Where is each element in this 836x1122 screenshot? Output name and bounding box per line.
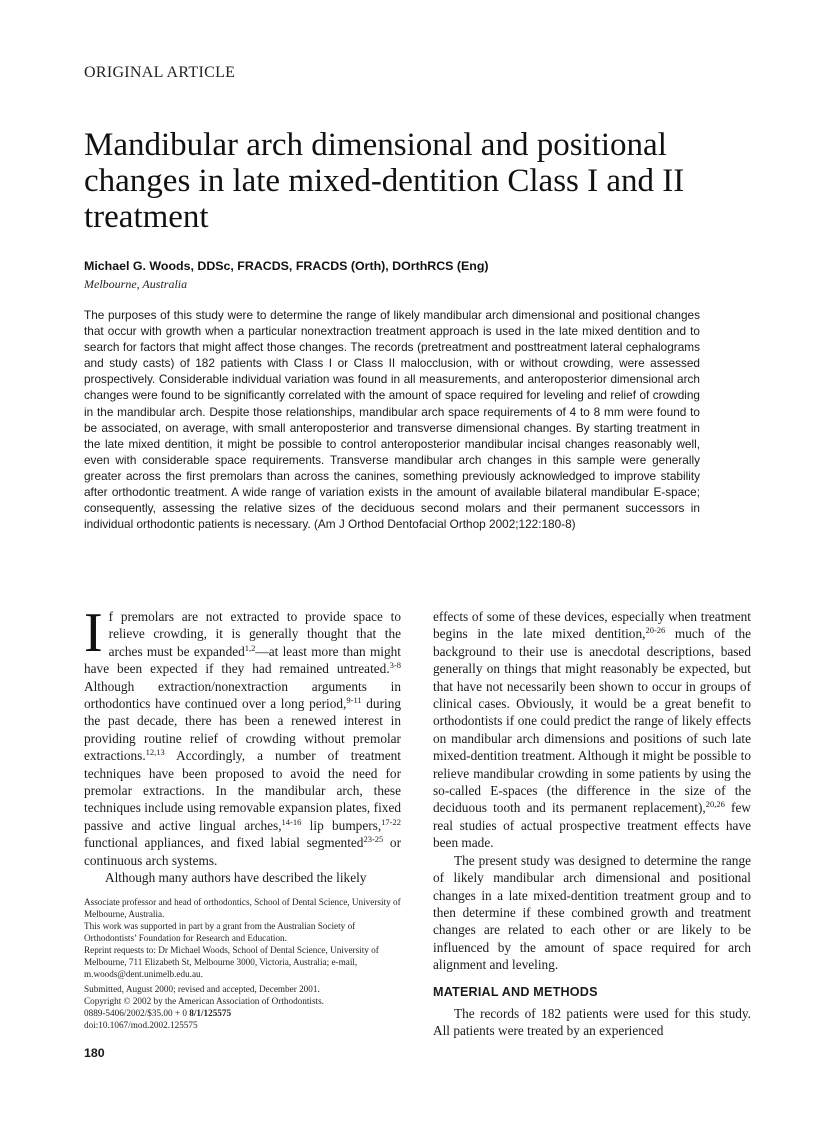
citation: 1,2 bbox=[244, 642, 256, 653]
footnote-submitted: Submitted, August 2000; revised and accepted, December 2001. bbox=[84, 984, 320, 994]
footnote-reprints: Reprint requests to: Dr Michael Woods, School of Dental Science, University of Melbourne, 711 Elizabeth St, Melbourne 3000, Victoria, Australia; e-mail, m.woods@dent.unimelb.edu.au. bbox=[84, 945, 379, 979]
section-label: ORIGINAL ARTICLE bbox=[84, 64, 236, 81]
citation: 14-16 bbox=[281, 816, 302, 827]
body-paragraph: The present study was designed to determine the range of likely mandibular arch dimensional and positional changes in a late mixed-dentition treatment group and to then determine if these combined growth and treatment changes are related to each other or are likely to be influenced by the amount of space required for arch alignment and leveling. bbox=[433, 852, 751, 973]
footnote-support: This work was supported in part by a grant from the Australian Society of Orthodontists’ Foundation for Research and Education. bbox=[84, 921, 356, 943]
section-heading: MATERIAL AND METHODS bbox=[433, 984, 598, 999]
page-number: 180 bbox=[84, 1046, 105, 1060]
title-line: Mandibular arch dimensional and positional bbox=[84, 127, 667, 163]
article-title bbox=[84, 127, 774, 235]
abstract: The purposes of this study were to determine the range of likely mandibular arch dimensional and positional changes that occur with growth when a particular nonextraction treatment approach is used in the late mixed dentition and to search for factors that might affect those changes. The records (pretreatment and posttreatment lateral cephalograms and study casts) of 182 patients with Class I or Class II malocclusion, with or without crowding, were assessed prospectively. Considerable individual variation was found in all measurements, and anteroposterior dimensional arch changes were found to be significantly correlated with the amount of space required for leveling and relief of crowding in the mandibular arch. Despite those relationships, mandibular arch space requirements of 4 to 8 mm were found to be associated, on average, with small anteroposterior and transverse dimensional changes. By starting treatment in the late mixed dentition, it might be possible to control anteroposterior mandibular incisal changes reasonably well, even with considerable space requirements. Transverse mandibular arch changes in this sample were generally greater across the first premolars than across the canines, something previously acknowledged to improve stability after orthodontic treatment. A wide range of variation exists in the amount of available bilateral mandibular E-space; consequently, assessing the relative sizes of the deciduous second molars and their permanent successors in individual orthodontic patients is necessary. (Am J Orthod Dentofacial Orthop 2002;122:180-8) bbox=[84, 308, 700, 532]
citation: 3-8 bbox=[389, 660, 401, 671]
footnote-issn: 0889-5406/2002/$35.00 + 0 8/1/125575 bbox=[84, 1008, 232, 1018]
citation: 20,26 bbox=[705, 799, 725, 810]
footnote-copyright: Copyright © 2002 by the American Association of Orthodontists. bbox=[84, 996, 324, 1006]
body-paragraph: The records of 182 patients were used for this study. All patients were treated by an experienced bbox=[433, 1005, 751, 1039]
body-paragraph: Although many authors have described the likely bbox=[105, 870, 367, 886]
citation: 9-11 bbox=[346, 695, 362, 706]
body-paragraph: effects of some of these devices, especially when treatment begins in the late mixed dentition,$^{20-26}$ much of the background to their use is anecdotal descriptions, based generally on things that might reasonably be expected, but that have not necessarily been shown to occur in groups of clinical cases. Obviously, it would be a great benefit to orthodontists if one could predict the range of likely effects on mandibular arch dimensions and positions of such late mixed-dentition treatment. Although it might be possible to relieve mandibular crowding in some patients by using the so-called E-spaces (the difference in the size of the deciduous tooth and its permanent replacement),$^{20,26}$ few real studies of actual prospective treatment effects have been made. bbox=[433, 609, 752, 851]
citation: 12,13 bbox=[145, 747, 165, 758]
footnote-doi: doi:10.1067/mod.2002.125575 bbox=[84, 1020, 198, 1030]
author-name: Michael G. Woods, DDSc, FRACDS, FRACDS (Orth), DOrthRCS (Eng) bbox=[84, 259, 489, 273]
body-column-right bbox=[433, 608, 751, 1040]
author-affiliation: Melbourne, Australia bbox=[84, 277, 188, 291]
title-line: treatment bbox=[84, 199, 209, 235]
citation: 23-25 bbox=[363, 834, 384, 845]
citation: 17-22 bbox=[381, 816, 401, 827]
footnote-position: Associate professor and head of orthodontics, School of Dental Science, University of Melbourne, Australia. bbox=[84, 897, 401, 919]
title-line: changes in late mixed-dentition Class I and II bbox=[84, 163, 685, 199]
drop-cap: I bbox=[84, 602, 103, 664]
citation: 20-26 bbox=[645, 625, 666, 636]
body-column-left bbox=[84, 602, 402, 887]
article-footnotes bbox=[84, 896, 401, 1031]
intro-paragraph: If premolars are not extracted to provide space to relieve crowding, it is generally thought that the arches must be expanded$^{1,2}$—at least more than might have been expected if they had remained untreated.$^{3-8}$ Although extraction/nonextraction arguments in orthodontics have continued over a long period,$^{9-11}$ during the past decade, there has been a renewed interest in providing routine relief of crowding without premolar extractions.$^{12,13}$ Accordingly, a number of treatment techniques have been proposed to avoid the need for premolar extractions. In the mandibular arch, these techniques include using removable expansion plates, fixed passive and active lingual arches,$^{14-16}$ lip bumpers,$^{17-22}$ functional appliances, and fixed labial segmented$^{23-25}$ or continuous arch systems. bbox=[84, 602, 402, 868]
